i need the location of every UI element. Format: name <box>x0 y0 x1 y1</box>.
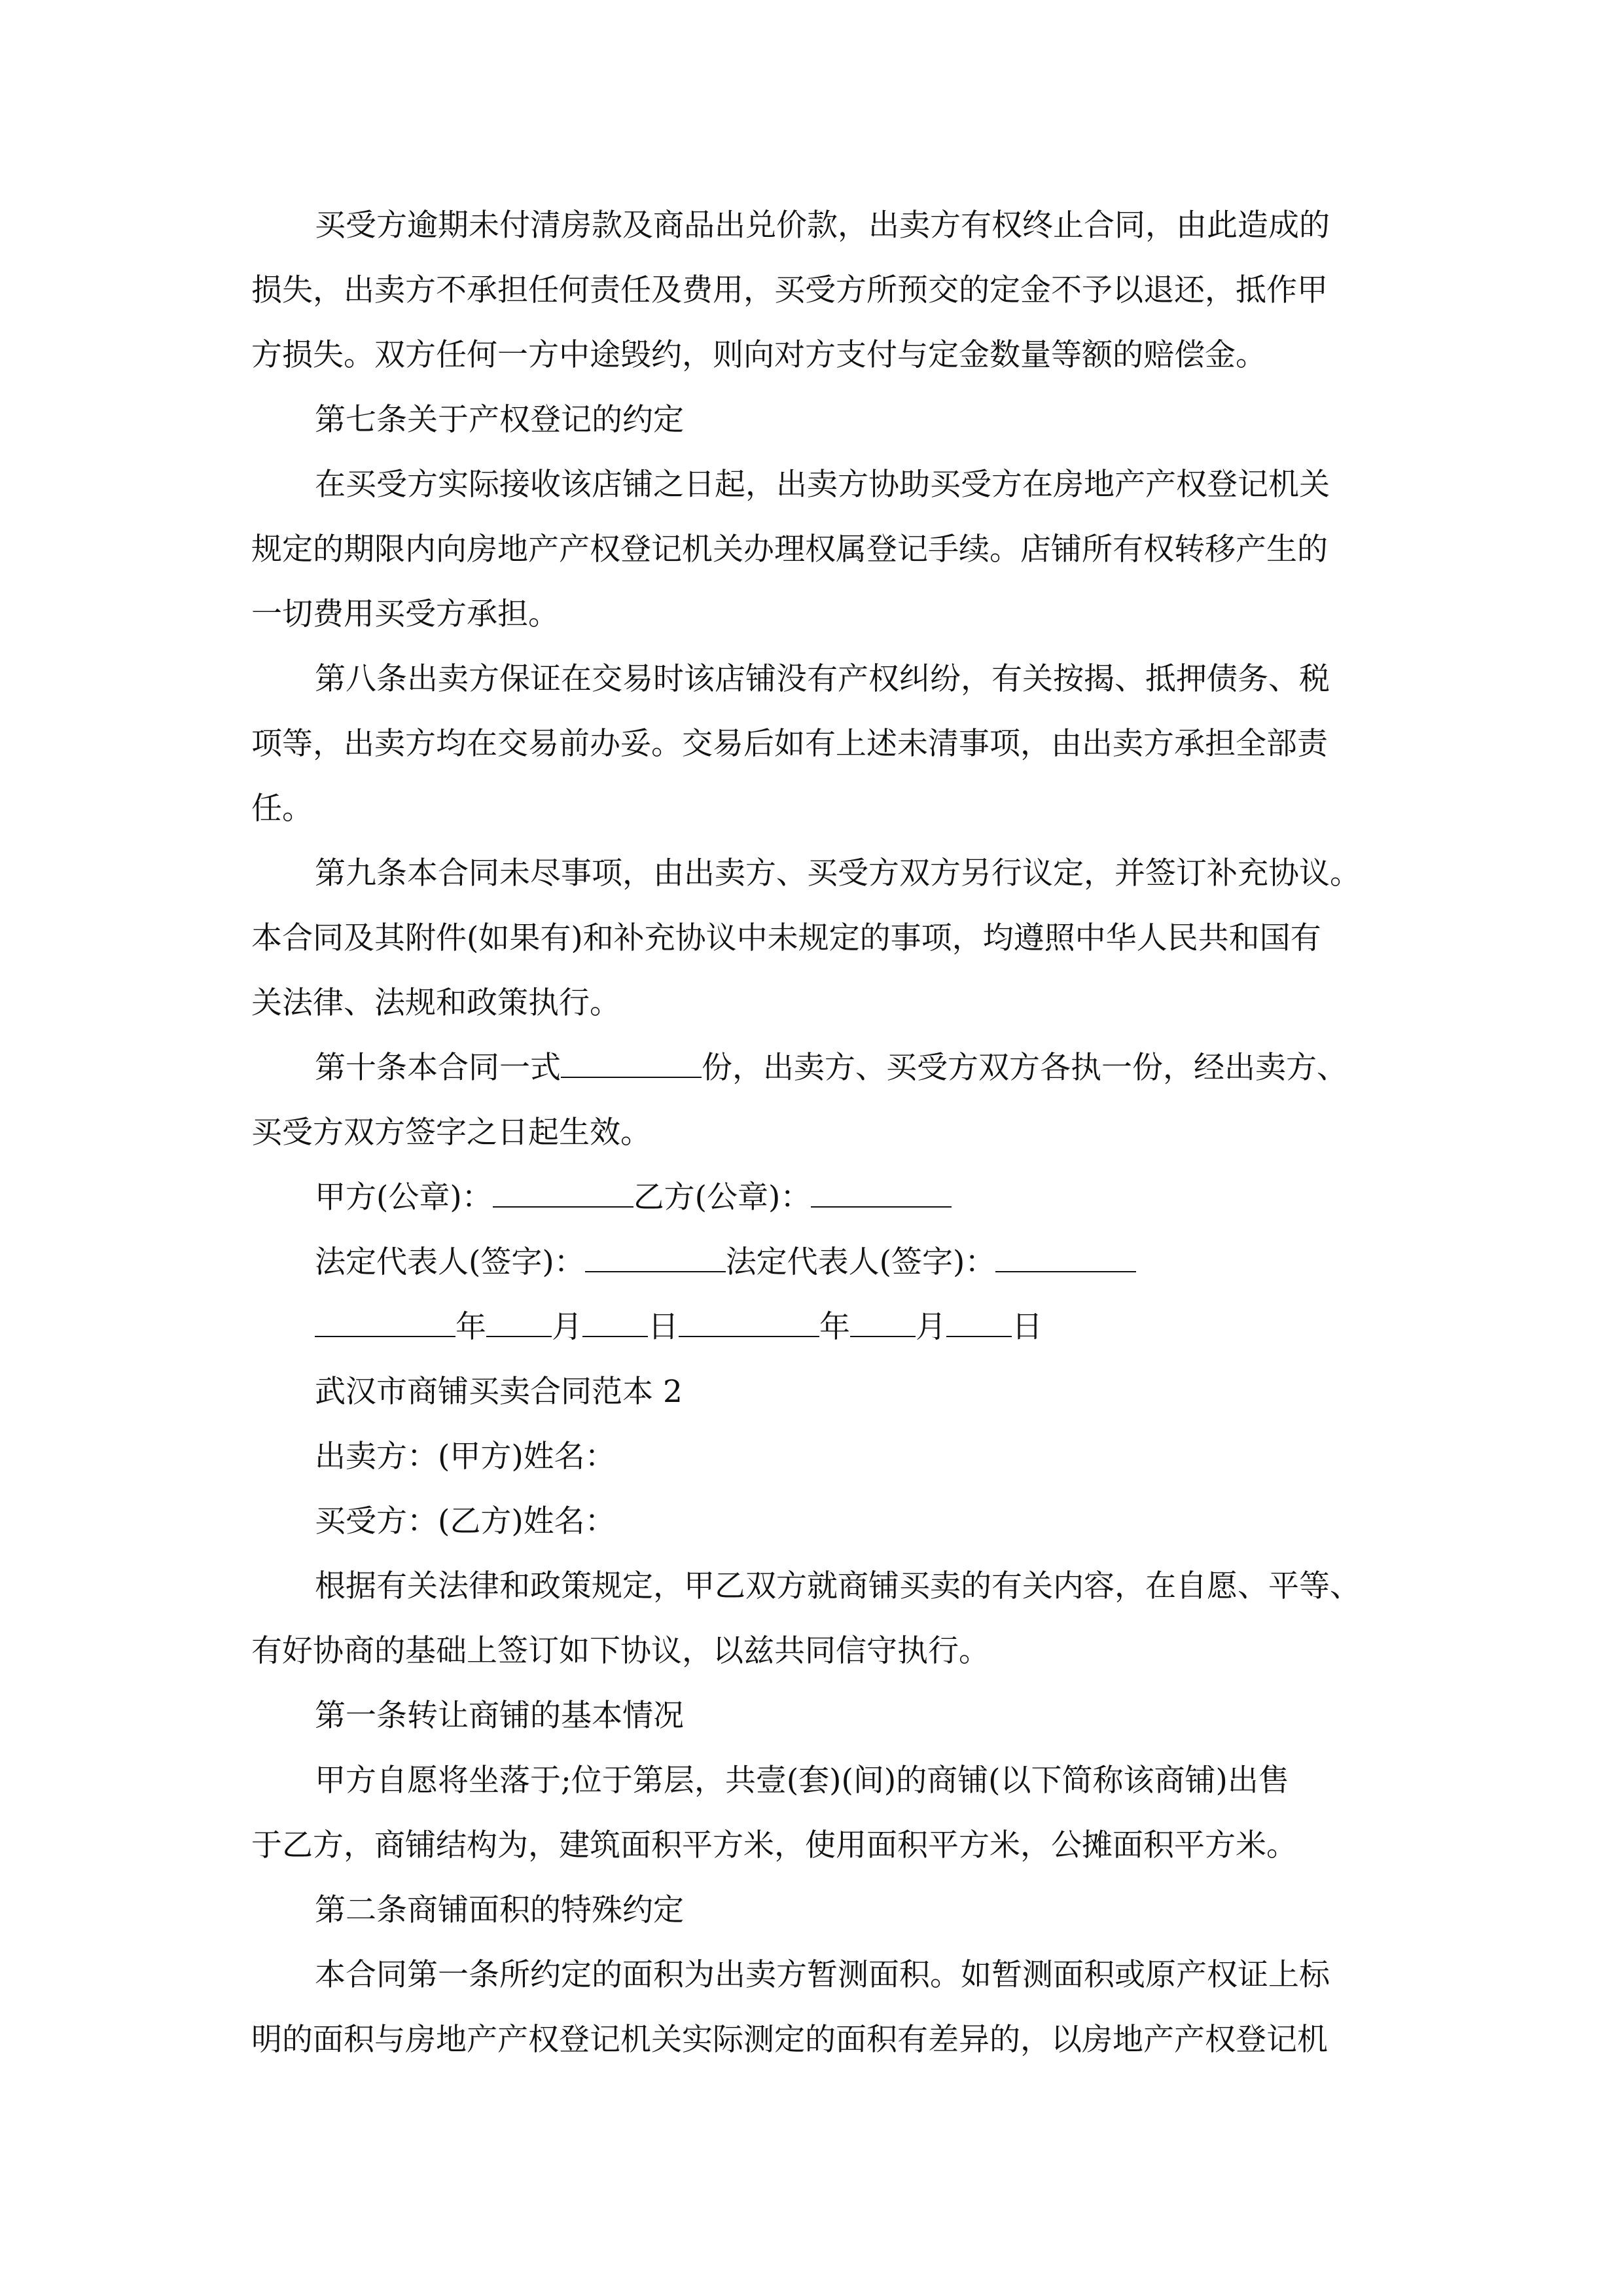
paragraph-line: 损失，出卖方不承担任何责任及费用，买受方所预交的定金不予以退还，抵作甲 <box>251 272 1328 308</box>
seller-line: 出卖方：(甲方)姓名： <box>315 1439 616 1475</box>
party-a-seal-blank <box>493 1180 633 1208</box>
date-a-day-blank <box>582 1310 648 1337</box>
date-day-label: 日 <box>648 1309 679 1345</box>
paragraph-line: 明的面积与房地产产权登记机关实际测定的面积有差异的，以房地产产权登记机 <box>251 2022 1328 2058</box>
article-10-prefix: 第十条本合同一式 <box>315 1050 561 1086</box>
intro-line: 根据有关法律和政策规定，甲乙双方就商铺买卖的有关内容，在自愿、平等、 <box>315 1568 1361 1604</box>
paragraph-line: 本合同及其附件(如果有)和补充协议中未规定的事项，均遵照中华人民共和国有 <box>251 920 1321 956</box>
contract-2-title: 武汉市商铺买卖合同范本 2 <box>315 1374 683 1410</box>
paragraph-line: 任。 <box>251 791 313 827</box>
paragraph-line: 买受方逾期未付清房款及商品出兑价款，出卖方有权终止合同，由此造成的 <box>315 207 1330 243</box>
article-2-title: 第二条商铺面积的特殊约定 <box>315 1892 684 1928</box>
article-8-line: 第八条出卖方保证在交易时该店铺没有产权纠纷，有关按揭、抵押债务、税 <box>315 661 1330 697</box>
party-b-seal-blank <box>811 1180 952 1208</box>
paragraph-line: 关法律、法规和政策执行。 <box>251 985 620 1021</box>
document-body <box>251 193 1390 2072</box>
article-9-line: 第九条本合同未尽事项，由出卖方、买受方双方另行议定，并签订补充协议。 <box>315 855 1361 891</box>
paragraph-line: 在买受方实际接收该店铺之日起，出卖方协助买受方在房地产产权登记机关 <box>315 467 1330 503</box>
party-a-rep-label: 法定代表人(签字)： <box>315 1244 585 1280</box>
party-b-rep-label: 法定代表人(签字)： <box>725 1244 996 1280</box>
date-month-label: 月 <box>552 1309 582 1345</box>
article-1-title: 第一条转让商铺的基本情况 <box>315 1698 684 1734</box>
paragraph-line: 有好协商的基础上签订如下协议，以兹共同信守执行。 <box>251 1633 990 1669</box>
date-a-year-blank <box>315 1310 455 1337</box>
seal-line <box>251 1165 1390 1230</box>
article-10-suffix: 份，出卖方、买受方双方各执一份，经出卖方、 <box>702 1050 1347 1086</box>
paragraph-line: 项等，出卖方均在交易前办妥。交易后如有上述未清事项，由出卖方承担全部责 <box>251 726 1328 762</box>
date-month-label: 月 <box>916 1309 946 1345</box>
paragraph-line: 一切费用买受方承担。 <box>251 596 559 632</box>
paragraph-line: 于乙方，商铺结构为，建筑面积平方米，使用面积平方米，公摊面积平方米。 <box>251 1827 1297 1863</box>
date-b-year-blank <box>679 1310 819 1337</box>
date-b-day-blank <box>946 1310 1012 1337</box>
article-7-title: 第七条关于产权登记的约定 <box>315 402 684 438</box>
party-b-seal-label: 乙方(公章)： <box>633 1179 812 1215</box>
date-year-label: 年 <box>455 1309 486 1345</box>
date-line <box>251 1295 1390 1359</box>
party-a-rep-blank <box>585 1245 726 1272</box>
party-b-rep-blank <box>995 1245 1136 1272</box>
article-10-line <box>251 1035 1390 1100</box>
paragraph-line: 买受方双方签字之日起生效。 <box>251 1115 651 1151</box>
date-day-label: 日 <box>1012 1309 1043 1345</box>
party-a-seal-label: 甲方(公章)： <box>315 1179 493 1215</box>
representative-line <box>251 1230 1390 1295</box>
paragraph-line: 本合同第一条所约定的面积为出卖方暂测面积。如暂测面积或原产权证上标 <box>315 1957 1330 1993</box>
copies-blank <box>561 1050 702 1078</box>
paragraph-line: 方损失。双方任何一方中途毁约，则向对方支付与定金数量等额的赔偿金。 <box>251 337 1266 373</box>
buyer-line: 买受方：(乙方)姓名： <box>315 1503 616 1539</box>
paragraph-line: 规定的期限内向房地产产权登记机关办理权属登记手续。店铺所有权转移产生的 <box>251 531 1328 567</box>
date-a-month-blank <box>486 1310 552 1337</box>
date-year-label: 年 <box>819 1309 850 1345</box>
paragraph-line: 甲方自愿将坐落于;位于第层，共壹(套)(间)的商铺(以下简称该商铺)出售 <box>315 1763 1289 1799</box>
date-b-month-blank <box>850 1310 916 1337</box>
